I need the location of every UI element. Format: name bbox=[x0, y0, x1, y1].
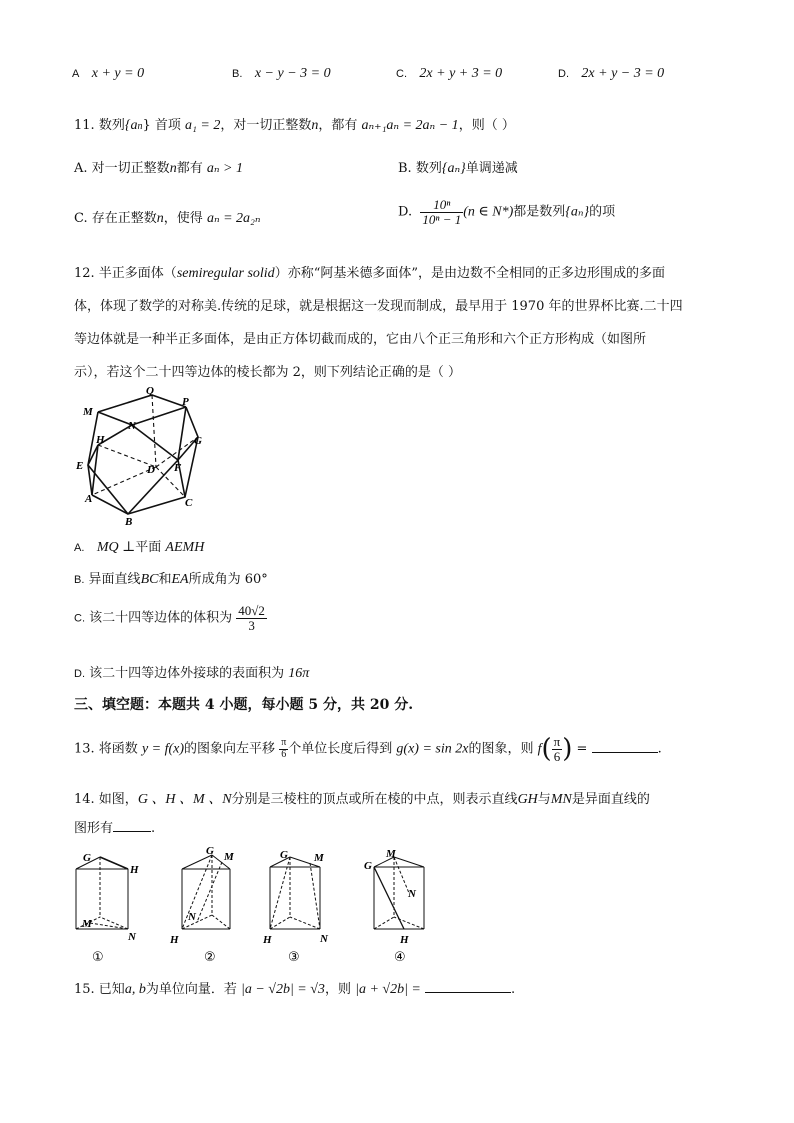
label-h: H bbox=[96, 434, 105, 446]
option-text: 该二十四等边体外接球的表面积为 bbox=[89, 666, 285, 681]
n-var: n bbox=[311, 118, 319, 133]
option-text: 的项 bbox=[589, 204, 616, 220]
visible-edges bbox=[88, 395, 198, 514]
option-text: 平面 bbox=[135, 540, 162, 555]
period: . bbox=[151, 821, 156, 836]
q12-line-1 bbox=[74, 262, 665, 282]
option-expr: x − y − 3 = 0 bbox=[254, 66, 331, 81]
option-expr: AEMH bbox=[165, 540, 205, 555]
seq-open: {a bbox=[124, 118, 138, 133]
vectors-expr: a, b bbox=[124, 982, 146, 997]
prism-figures bbox=[70, 845, 450, 965]
shift-fraction bbox=[279, 738, 288, 760]
option-expr: {aₙ} bbox=[565, 204, 590, 220]
stem-text: ）亦称“阿基米德多面体”，是由边数不全相同的正多边形围成的多面 bbox=[274, 266, 665, 281]
fraction-numerator: π bbox=[281, 737, 287, 748]
label-f: F bbox=[174, 462, 182, 474]
fig-number-3: ③ bbox=[288, 950, 300, 965]
fraction-denominator: 6 bbox=[553, 748, 561, 764]
option-letter: C. bbox=[74, 211, 88, 226]
fraction-numerator: 10ⁿ bbox=[420, 198, 463, 213]
label-g: G bbox=[194, 435, 202, 447]
q15-stem bbox=[74, 978, 515, 998]
option-letter: C. bbox=[396, 68, 407, 80]
option-expr: aₙ = 2a₂ₙ bbox=[206, 211, 261, 226]
fig1-label-m: M bbox=[82, 918, 92, 930]
fig3-label-g: G bbox=[280, 849, 288, 861]
volume-fraction bbox=[236, 604, 267, 632]
term-italic: semiregular solid bbox=[176, 266, 275, 281]
fig4-label-g: G bbox=[364, 860, 372, 872]
option-text: 对一切正整数 bbox=[91, 161, 170, 176]
option-letter: B. bbox=[232, 68, 243, 80]
q12-line-2: 体，体现了数学的对称美.传统的足球，就是根据这一发现而制成，最早用于 1970 年的世界杯比赛.二十四 bbox=[74, 299, 683, 314]
stem-text: 的图象向左平移 bbox=[184, 741, 276, 757]
ask-fraction bbox=[552, 735, 563, 763]
stem-text: ，则（ ） bbox=[458, 118, 515, 133]
stem-text: 15. 已知 bbox=[74, 982, 125, 997]
fraction-numerator: 40√2 bbox=[238, 603, 265, 618]
fraction-denominator: 10ⁿ − 1 bbox=[422, 211, 462, 227]
label-p: P bbox=[182, 396, 189, 408]
q10-option-c bbox=[396, 66, 502, 82]
option-text: 单调递减 bbox=[465, 161, 518, 176]
answer-blank[interactable] bbox=[425, 978, 511, 993]
q11-option-c bbox=[74, 207, 261, 227]
q11-option-a: A. 对一切正整数n都有 aₙ > 1 bbox=[74, 161, 243, 176]
fig-number-4: ④ bbox=[394, 950, 406, 965]
q12-option-a bbox=[74, 536, 204, 556]
equals-sign: = bbox=[576, 741, 588, 757]
option-text: 数列 bbox=[415, 161, 442, 176]
option-text: 和 bbox=[158, 572, 172, 587]
option-text: 该二十四等边体的体积为 bbox=[89, 610, 233, 626]
option-expr: 2x + y + 3 = 0 bbox=[419, 66, 503, 81]
stem-text: ，对一切正整数 bbox=[220, 118, 312, 133]
label-d: D bbox=[147, 464, 155, 476]
stem-text: ，则 bbox=[324, 982, 351, 997]
option-letter: B. bbox=[74, 574, 85, 586]
fig-number-1: ① bbox=[92, 950, 104, 965]
a1-expr: a₁ = 2 bbox=[185, 118, 221, 133]
label-q: Q bbox=[146, 385, 154, 397]
fig3-label-m: M bbox=[314, 852, 324, 864]
fig4-label-m: M bbox=[386, 848, 396, 860]
stem-text: 数列 bbox=[98, 118, 125, 133]
option-text: 存在正整数 bbox=[91, 211, 157, 226]
fig3-label-n: N bbox=[320, 933, 328, 945]
label-b: B bbox=[125, 516, 133, 527]
q11-stem: 11. 数列{an} 首项 a₁ = 2，对一切正整数n，都有 aₙ₊₁aₙ = 2aₙ − 1，则（ ） bbox=[74, 118, 515, 133]
option-letter: B. bbox=[398, 161, 412, 176]
option-text: 所成角为 60° bbox=[188, 572, 268, 587]
g-expr: g(x) = sin 2x bbox=[396, 741, 469, 757]
q12-option-b bbox=[74, 568, 268, 588]
answer-blank[interactable] bbox=[592, 738, 658, 753]
q12-option-c bbox=[74, 604, 267, 632]
stem-text: 个单位长度后得到 bbox=[288, 741, 393, 757]
polyhedron-figure bbox=[70, 385, 210, 527]
question-number: 11. bbox=[74, 118, 95, 133]
fig2-label-h: H bbox=[170, 934, 179, 946]
prism-figure-4 bbox=[374, 857, 424, 929]
option-letter: D. bbox=[74, 668, 85, 680]
option-expr: MQ ⊥ bbox=[96, 540, 136, 555]
n-var: n bbox=[156, 211, 164, 226]
option-letter: C. bbox=[74, 612, 85, 625]
option-letter: A bbox=[72, 68, 80, 80]
period: . bbox=[511, 982, 516, 997]
q11-option-b bbox=[398, 157, 518, 177]
option-letter: A. bbox=[74, 161, 88, 176]
answer-blank[interactable] bbox=[113, 817, 151, 832]
option-letter: D. bbox=[398, 204, 413, 220]
label-m: M bbox=[83, 406, 93, 418]
label-a: A bbox=[85, 493, 93, 505]
figure-labels bbox=[75, 385, 202, 527]
option-expr: (n ∈ N*) bbox=[463, 204, 514, 220]
q14-line-2 bbox=[74, 817, 155, 836]
fig1-label-n: N bbox=[128, 931, 136, 943]
label-e: E bbox=[76, 460, 84, 472]
stem-text: 12. 半正多面体（ bbox=[74, 266, 177, 281]
fig4-label-n: N bbox=[408, 888, 416, 900]
fraction-numerator: π bbox=[553, 733, 561, 749]
fraction-denominator: 6 bbox=[281, 748, 287, 760]
stem-text: 图形有 bbox=[74, 821, 114, 836]
fig2-label-n: N bbox=[188, 911, 196, 923]
q13-stem: 13. 将函数 y = f(x)的图象向左平移 $\frac{\pi}{6}$ 个单位长度后得到 g(x) = sin 2x的图象，则 f( $\frac{\pi}{6}$ ) = . bbox=[74, 733, 662, 764]
option-fraction bbox=[420, 198, 463, 226]
section-title: 三、填空题：本题共 4 小题，每小题 5 分，共 20 分. bbox=[74, 697, 414, 713]
option-expr: BC bbox=[140, 572, 159, 587]
ask-expr: |a + √2b| = bbox=[355, 982, 421, 997]
q10-option-d bbox=[558, 66, 664, 82]
period: . bbox=[657, 741, 662, 757]
stem-text: 14. 如图， bbox=[74, 792, 138, 807]
q12-line-4: 示），若这个二十四等边体的棱长都为 2，则下列结论正确的是（ ） bbox=[74, 365, 462, 380]
label-n: N bbox=[128, 420, 136, 432]
stem-text: 是异面直线的 bbox=[571, 792, 650, 807]
func-expr: y = f(x) bbox=[141, 741, 185, 757]
recurrence-expr: aₙ₊₁aₙ = 2aₙ − 1 bbox=[361, 118, 459, 133]
stem-text: 的图象，则 bbox=[468, 741, 534, 757]
stem-text: ，都有 bbox=[318, 118, 358, 133]
stem-text: 与 bbox=[537, 792, 551, 807]
stem-text: } 首项 bbox=[142, 118, 181, 133]
option-expr: 2x + y − 3 = 0 bbox=[581, 66, 665, 81]
option-expr: {aₙ} bbox=[441, 161, 466, 176]
option-letter: D. bbox=[558, 68, 569, 80]
fraction-denominator: 3 bbox=[248, 617, 255, 633]
q10-option-a bbox=[72, 66, 144, 82]
stem-text: 为单位向量．若 bbox=[145, 982, 237, 997]
fig1-label-h: H bbox=[130, 864, 139, 876]
condition-expr: |a − √2b| = √3 bbox=[240, 982, 325, 997]
fig-number-2: ② bbox=[204, 950, 216, 965]
f-symbol: f bbox=[537, 741, 542, 757]
stem-text: 13. 将函数 bbox=[74, 741, 138, 757]
option-text: 都有 bbox=[176, 161, 203, 176]
points-expr: G 、H 、M 、N bbox=[137, 792, 232, 807]
fig4-label-h: H bbox=[400, 934, 409, 946]
q10-option-b bbox=[232, 66, 331, 82]
option-expr: EA bbox=[171, 572, 189, 587]
option-letter: A. bbox=[74, 542, 85, 554]
label-c: C bbox=[185, 497, 193, 509]
option-expr: aₙ > 1 bbox=[206, 161, 243, 176]
fig2-label-g: G bbox=[206, 845, 214, 857]
q14-line-1 bbox=[74, 788, 650, 808]
q11-option-d bbox=[398, 198, 615, 226]
line-gh: GH bbox=[517, 792, 538, 807]
fig3-label-h: H bbox=[263, 934, 272, 946]
option-text: ，使得 bbox=[163, 211, 203, 226]
option-expr: x + y = 0 bbox=[91, 66, 145, 81]
prism-figure-3 bbox=[270, 857, 320, 929]
option-text: 都是数列 bbox=[513, 204, 566, 220]
fig1-label-g: G bbox=[83, 852, 91, 864]
option-text: 异面直线 bbox=[88, 572, 141, 587]
stem-text: 分别是三棱柱的顶点或所在棱的中点，则表示直线 bbox=[231, 792, 518, 807]
fig2-label-m: M bbox=[224, 851, 234, 863]
option-expr: 16π bbox=[288, 666, 310, 681]
line-mn: MN bbox=[550, 792, 572, 807]
q12-line-3: 等边体就是一种半正多面体，是由正方体切截而成的，它由八个正三角形和六个正方形构成（如图所 bbox=[74, 332, 647, 347]
q12-option-d bbox=[74, 662, 309, 682]
